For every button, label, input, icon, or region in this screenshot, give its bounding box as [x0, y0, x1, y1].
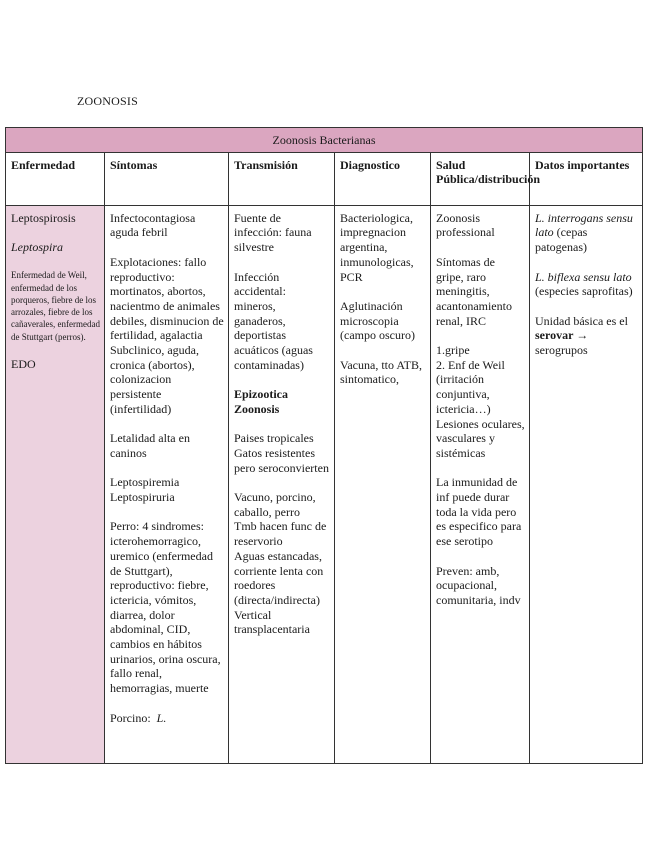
porcino-species: L. — [156, 710, 167, 725]
cell-enfermedad — [6, 205, 105, 763]
datos-text — [535, 314, 638, 358]
transmision-text: Fuente de infección: fauna silvestre — [234, 210, 312, 255]
header-transmision: Transmisión — [229, 152, 335, 205]
cell-datos-importantes — [530, 205, 643, 763]
document-title: ZOONOSIS — [77, 94, 138, 108]
diagnostico-text: Aglutinación microscopia (campo oscuro) — [340, 298, 415, 343]
datos-pre: Unidad básica es el — [535, 313, 628, 328]
sintomas-text: Perro: 4 sindromes: icterohemorragico, uremico (enfermedad de Stuttgart), reproductivo: fiebre, ictericia, vómitos, diarrea, dolor abdominal, CID, cambios en hábitos urinarios, orina oscura, fallo renal, hemorragias, muerte — [110, 519, 221, 696]
species-name: L. interrogans sensu lato — [535, 210, 633, 240]
table-row — [6, 205, 643, 763]
sintomas-porcino — [110, 711, 224, 726]
table-caption: Zoonosis Bacterianas — [6, 128, 643, 153]
table-header-row — [6, 152, 643, 205]
sintomas-text: Infectocontagiosa aguda febril — [110, 210, 196, 240]
sintomas-text: Explotaciones: fallo reproductivo: mortinatos, abortos, nacientmo de animales debiles, disminucion de fertilidad, agalactia Subclinico, aguda, cronica (abortos), colonizacion persistente (infertilidad) — [110, 254, 224, 416]
diagnostico-text: Bacteriologica, impregnacion argentina, inmunologicas, PCR — [340, 210, 414, 284]
transmision-text: Vacuno, porcino, caballo, perro Tmb hacen func de reservorio Aguas estancadas, corriente lenta con roedores (directa/indirecta) Vertical transplacentaria — [234, 490, 327, 637]
species-name: L. biflexa sensu lato — [535, 269, 632, 284]
header-sintomas: Síntomas — [105, 152, 229, 205]
datos-post: serogrupos — [535, 343, 588, 357]
salud-text: Zoonosis professional — [436, 210, 495, 240]
sintomas-text: Letalidad alta en caninos — [110, 431, 190, 460]
transmision-text: Paises tropicales Gatos resistentes pero seroconvierten — [234, 431, 329, 475]
salud-text: Síntomas de gripe, raro meningitis, acantonamiento renal, IRC — [436, 254, 512, 328]
porcino-label: Porcino: — [110, 710, 151, 725]
table-caption-row — [6, 128, 643, 153]
cell-sintomas — [105, 205, 229, 763]
header-diagnostico: Diagnostico — [335, 152, 431, 205]
serovar-term: serovar → — [535, 328, 589, 343]
salud-text: Preven: amb, ocupacional, comunitaria, indv — [436, 563, 521, 607]
cell-diagnostico — [335, 205, 431, 763]
salud-text: La inmunidad de inf puede durar toda la vida pero es especifico para ese serotipo — [436, 475, 522, 549]
disease-genus: Leptospira — [11, 240, 64, 255]
header-salud-publica: Salud Pública/distribución — [431, 152, 530, 205]
species-note: (especies saprofitas) — [535, 284, 633, 299]
header-datos-importantes: Datos importantes — [530, 152, 643, 205]
disease-name: Leptospirosis — [11, 210, 76, 225]
cell-salud-publica — [431, 205, 530, 763]
edo-label: EDO — [11, 356, 36, 371]
cell-transmision — [229, 205, 335, 763]
datos-text — [535, 211, 638, 255]
zoonosis-table — [5, 127, 643, 764]
datos-text — [535, 270, 638, 299]
species-note: (cepas patogenas) — [535, 225, 588, 255]
transmision-heading: Epizootica Zoonosis — [234, 387, 288, 416]
salud-text: 1.gripe 2. Enf de Weil (irritación conjuntiva, ictericia…) Lesiones oculares, vasculares y sistémicas — [436, 343, 525, 460]
header-enfermedad: Enfermedad — [6, 152, 105, 205]
sintomas-text: Leptospiremia Leptospiruria — [110, 475, 180, 505]
transmision-text: Infección accidental: mineros, ganaderos, deportistas acuáticos (aguas contaminadas) — [234, 269, 313, 372]
disease-synonyms: Enfermedad de Weil, enfermedad de los porqueros, fiebre de los arrozales, fiebre de los cañaverales, enfermedad de Stuttgart (perros). — [11, 270, 100, 342]
diagnostico-text: Vacuna, tto ATB, sintomatico, — [340, 357, 422, 387]
